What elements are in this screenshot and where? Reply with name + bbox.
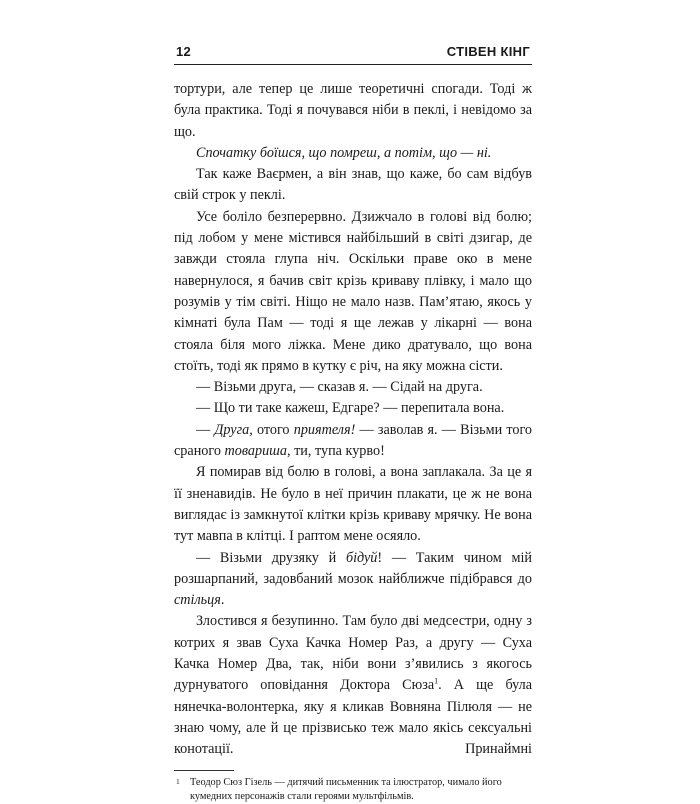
italic-word: бідуй (345, 549, 378, 566)
text-run: , ти, тупа курво! (286, 443, 385, 460)
paragraph-4: Усе боліло безперервно. Дзижчало в голові від болю; під лобом у мене містився найбільший в світі дзигар, де завжди стояла глупа ніч. Оскільки праве око в мене навернулося, я бачив світ крізь криваву плівку, і мало що розумів у тім світі. Ніщо не мало назв. Пам’ятаю, якось у кімнаті була Пам — тоді я ще лежав у лікарні — вона стояла біля мого ліжка. Мене дико дратувало, що вона стоїть, тоді як прямо в кутку є річ, на яку можна сісти. (174, 208, 532, 374)
text-run: . А ще була нянечка-волонтерка, яку я кликав Вовняна Пілюля — не знаю чому, але й це прізвисько теж мало якісь сексуальні конотації. Принаймні (174, 677, 532, 758)
footnote-divider (174, 770, 234, 771)
italic-quote: Спочатку боїшся, що помреш, а потім, що — ні. (196, 144, 492, 161)
text-run: — Візьми друзяку й (196, 549, 346, 566)
text-run: — (196, 421, 215, 438)
italic-word: Друга, (214, 421, 253, 438)
paragraph-1: тортури, але тепер це лише теоретичні спогади. Тоді ж була практика. Тоді я почувався ніби в пеклі, і невідомо за що. (174, 81, 532, 140)
footnote-text: Теодор Сюз Гізель — дитячий письменник та ілюстратор, чимало його кумедних персонажів стали героями мультфільмів. (190, 776, 502, 802)
text-run: отого (252, 421, 294, 438)
paragraph-5: — Візьми друга, — сказав я. — Сідай на друга. (196, 379, 483, 396)
paragraph-3: Так каже Ваєрмен, а він знав, що каже, бо сам відбув свій строк у пеклі. (174, 166, 532, 204)
book-page (174, 42, 532, 804)
book-author: СТІВЕН КІНГ (446, 44, 530, 59)
italic-word: стільця (174, 592, 221, 609)
text-run: . (220, 592, 225, 609)
body-text (174, 79, 532, 761)
paragraph-9 (174, 548, 532, 612)
footnote-reference[interactable]: 1 (434, 676, 439, 686)
footnote-mark: 1 (176, 776, 180, 786)
paragraph-8: Я помирав від болю в голові, а вона заплакала. За це я її зненавидів. Не було в неї причин плакати, це ж не вона виглядає із замкнутої клітки крізь криваву мрячку. Не вона тут мавпа в клітці. І раптом мене осяяло. (174, 464, 532, 545)
italic-word: приятеля! (293, 421, 356, 438)
running-head (174, 42, 532, 65)
text-run: ! — Таким чином мій розшарпаний, задовбаний мозок найближче підібрався до (174, 549, 532, 587)
page-number: 12 (176, 44, 192, 59)
paragraph-2 (174, 143, 532, 164)
italic-word: товариша (224, 443, 287, 460)
paragraph-7 (174, 420, 532, 463)
text-run: — заволав я. — Візьми того сраного (174, 421, 533, 460)
footnote (174, 776, 532, 804)
paragraph-10 (174, 611, 532, 760)
paragraph-6: — Що ти таке кажеш, Едгаре? — перепитала вона. (196, 400, 505, 417)
text-run: Злостився я безупинно. Там було дві медсестри, одну з котрих я звав Суха Качка Номер Раз, а другу — Суха Качка Номер Два, так, ніби вони з’явились з якогось дурнуватого оповідання Доктора Сюза (174, 613, 532, 694)
